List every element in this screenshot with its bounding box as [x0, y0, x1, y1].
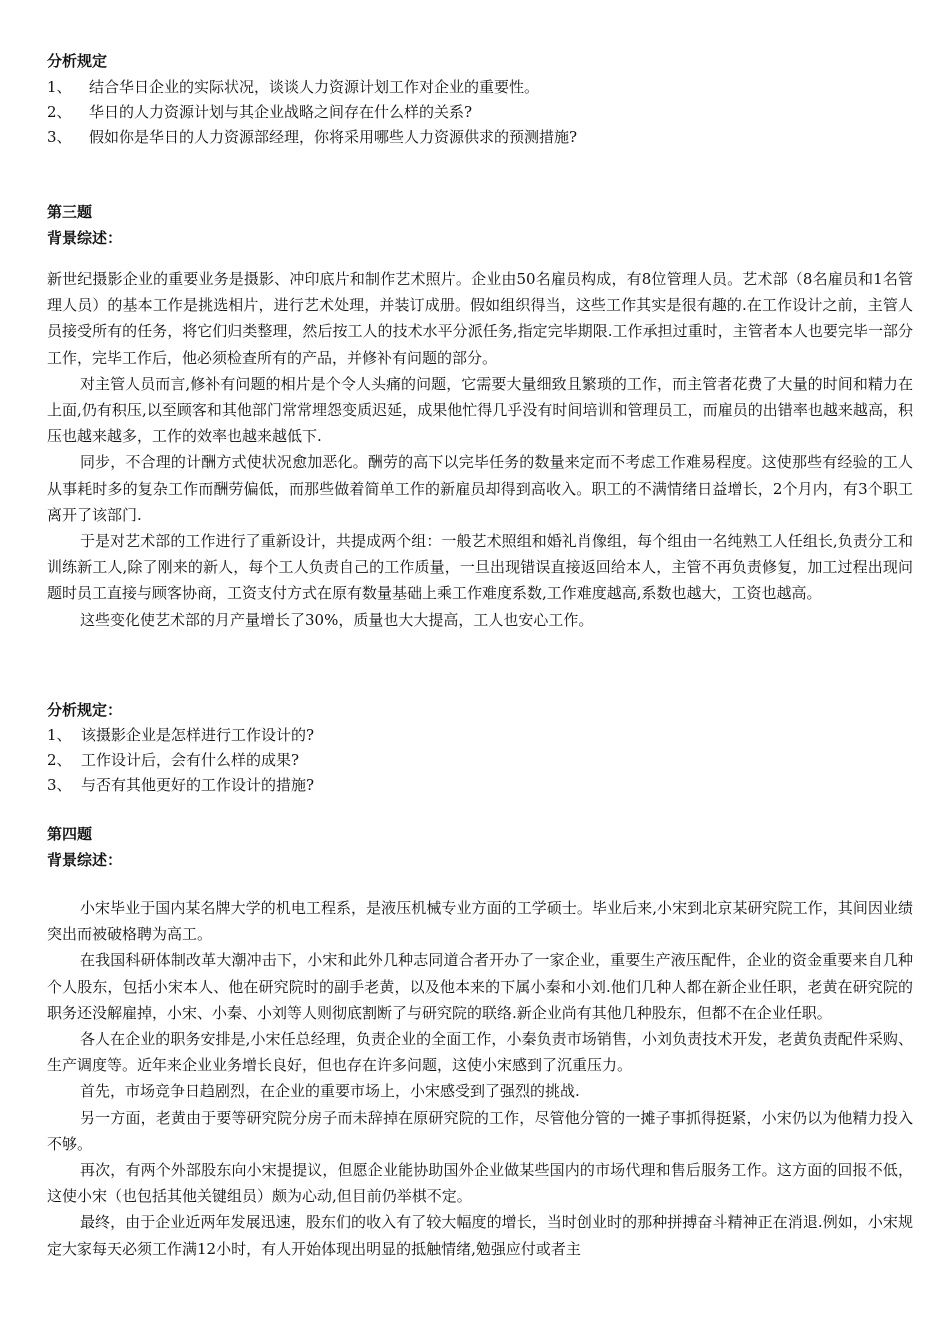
- section3-paragraph: 对主管人员而言,修补有问题的相片是个令人头痛的问题，它需要大量细致且繁琐的工作，而主管者花费了大量的时间和精力在上面,仍有积压,以至顾客和其他部门常常埋怨变质迟延，成果他忙得几乎没有时间培训和管理员工，而雇员的出错率也越来越高，积压也越来越多，工作的效率也越来越低下.: [47, 374, 913, 446]
- section4-paragraph: 最终，由于企业近两年发展迅速，股东们的收入有了较大幅度的增长，当时创业时的那种拼搏奋斗精神正在消退.例如，小宋规定大家每天必须工作满12小时，有人开始体现出明显的抵触情绪,勉强应付或者主: [47, 1213, 913, 1258]
- section2-rule-item: 3、 假如你是华日的人力资源部经理，你将采用哪些人力资源供求的预测措施?: [47, 128, 578, 146]
- section3-paragraph: 同步，不合理的计酬方式使状况愈加恶化。酬劳的高下以完毕任务的数量来定而不考虑工作难易程度。这使那些有经验的工人从事耗时多的复杂工作而酬劳偏低，而那些做着简单工作的新雇员却得到高收入。职工的不满情绪日益增长，2个月内，有3个职工离开了该部门.: [47, 453, 913, 524]
- section3-rules-heading: 分析规定：: [47, 701, 123, 719]
- section3-background-label: 背景综述：: [47, 229, 123, 247]
- section3-rule-item: 1、 该摄影企业是怎样进行工作设计的?: [47, 726, 315, 744]
- section4-body: [47, 895, 913, 1262]
- section3-header: [47, 202, 913, 248]
- section4-paragraph: 小宋毕业于国内某名牌大学的机电工程系，是液压机械专业方面的工学硕士。毕业后来,小宋到北京某研究院工作，其间因业绩突出而被破格聘为高工。: [47, 899, 913, 944]
- section3-rules: [47, 700, 913, 798]
- section4-header: [47, 824, 913, 870]
- section4-paragraph: 在我国科研体制改革大潮冲击下，小宋和此外几种志同道合者开办了一家企业，重要生产液压配件，企业的资金重要来自几种个人股东，包括小宋本人、他在研究院时的副手老黄，以及他本来的下属小秦和小刘.他们几种人都在新企业任职，老黄在研究院的职务还没解雇掉，小宋、小秦、小刘等人则彻底割断了与研究院的联络.新企业尚有其他几种股东，但都不在企业任职。: [47, 951, 913, 1022]
- section2-rules: [47, 51, 913, 150]
- section2-rules-heading: 分析规定: [47, 52, 108, 70]
- section2-rule-item: 2、 华日的人力资源计划与其企业战略之间存在什么样的关系?: [47, 103, 473, 121]
- section4-paragraph: 各人在企业的职务安排是,小宋任总经理，负责企业的全面工作，小秦负责市场销售，小刘负责技术开发，老黄负责配件采购、生产调度等。近年来企业业务增长良好，但也存在许多问题，这使小宋感到了沉重压力。: [47, 1030, 913, 1075]
- section3-paragraph: 这些变化使艺术部的月产量增长了30%，质量也大大提高，工人也安心工作。: [80, 610, 594, 629]
- section3-paragraph: 于是对艺术部的工作进行了重新设计，共提成两个组：一般艺术照组和婚礼肖像组，每个组由一名纯熟工人任组长,负责分工和训练新工人,除了刚来的新人，每个工人负责自己的工作质量，一旦出现错误直接返回给本人，主管不再负责修复，加工过程出现问题时员工直接与顾客协商，工资支付方式在原有数量基础上乘工作难度系数,工作难度越高,系数也越大，工资也越高。: [47, 532, 913, 603]
- section4-title: 第四题: [47, 825, 93, 843]
- section3-title: 第三题: [47, 203, 93, 221]
- section4-paragraph: 首先，市场竞争日趋剧烈，在企业的重要市场上，小宋感受到了强烈的挑战.: [80, 1082, 580, 1101]
- section4-paragraph: 另一方面，老黄由于要等研究院分房子而未辞掉在原研究院的工作，尽管他分管的一摊子事抓得挺紧，小宋仍以为他精力投入不够。: [47, 1108, 913, 1153]
- section3-rule-item: 2、 工作设计后，会有什么样的成果?: [47, 751, 300, 769]
- section3-rule-item: 3、 与否有其他更好的工作设计的措施?: [47, 776, 315, 794]
- section3-body: [47, 266, 913, 633]
- section3-paragraph: 新世纪摄影企业的重要业务是摄影、冲印底片和制作艺术照片。企业由50名雇员构成，有8位管理人员。艺术部（8名雇员和1名管理人员）的基本工作是挑选相片，进行艺术处理，并装订成册。假如组织得当，这些工作其实是很有趣的.在工作设计之前，主管人员接受所有的任务，将它们归类整理，然后按工人的技术水平分派任务,指定完毕期限.工作承担过重时，主管者本人也要完毕一部分工作，完毕工作后，他必须检查所有的产品，并修补有问题的部分。: [47, 270, 913, 367]
- section4-background-label: 背景综述：: [47, 851, 123, 869]
- section4-paragraph: 再次，有两个外部股东向小宋提提议，但愿企业能协助国外企业做某些国内的市场代理和售后服务工作。这方面的回报不低，这使小宋（也包括其他关键组员）颇为心动,但目前仍举棋不定。: [47, 1161, 913, 1206]
- section2-rule-item: 1、 结合华日企业的实际状况，谈谈人力资源计划工作对企业的重要性。: [47, 78, 540, 96]
